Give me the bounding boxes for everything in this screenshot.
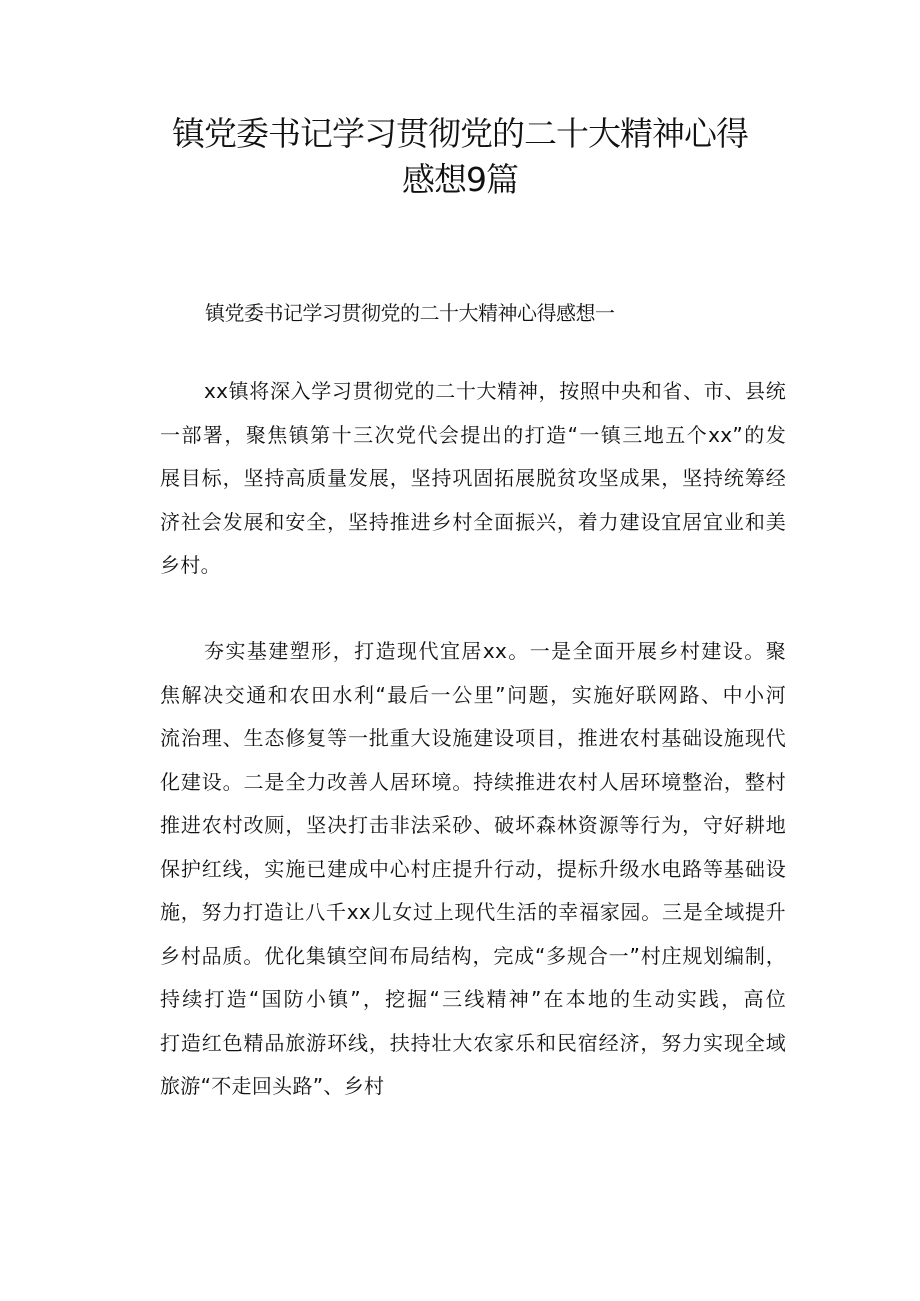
text-line: 乡村。 [160, 553, 221, 577]
text-line: 旅游“不走回头路”、乡村 [160, 1074, 385, 1098]
text-line: 持续打造“国防小镇”，挖掘“三线精神”在本地的生动实践，高位 [160, 987, 786, 1011]
text-line: 乡村品质。优化集镇空间布局结构，完成“多规合一”村庄规划编制， [160, 943, 786, 968]
text-line: 展目标，坚持高质量发展，坚持巩固拓展脱贫攻坚成果，坚持统筹经 [160, 466, 786, 490]
section-heading: 镇党委书记学习贯彻党的二十大精神心得感想一 [205, 301, 615, 325]
text-line: xx镇将深入学习贯彻党的二十大精神，按照中央和省、市、县统 [204, 379, 786, 403]
paragraph-1 [160, 370, 786, 588]
text-line: 焦解决交通和农田水利“最后一公里”问题，实施好联网路、中小河 [160, 682, 786, 707]
paragraph-2 [160, 630, 786, 1109]
text-line: 化建设。二是全力改善人居环境。持续推进农村人居环境整治，整村 [160, 769, 786, 794]
text-line: 打造红色精品旅游环线，扶持壮大农家乐和民宿经济，努力实现全域 [160, 1030, 786, 1055]
text-line: 保护红线，实施已建成中心村庄提升行动，提标升级水电路等基础设 [160, 856, 786, 881]
text-line: 济社会发展和安全，坚持推进乡村全面振兴，着力建设宜居宜业和美 [160, 509, 786, 534]
title-line-2: 感想9篇 [402, 160, 518, 199]
text-line: 施，努力打造让八千xx儿女过上现代生活的幸福家园。三是全域提升 [160, 900, 786, 924]
text-line: 流治理、生态修复等一批重大设施建设项目，推进农村基础设施现代 [160, 726, 786, 750]
text-line: 一部署，聚焦镇第十三次党代会提出的打造“一镇三地五个xx”的发 [160, 422, 786, 447]
title-line-1: 镇党委书记学习贯彻党的二十大精神心得 [172, 114, 748, 153]
text-line: 推进农村改厕，坚决打击非法采砂、破坏森林资源等行为，守好耕地 [160, 813, 786, 837]
text-line: 夯实基建塑形，打造现代宜居xx。一是全面开展乡村建设。聚 [204, 639, 786, 663]
